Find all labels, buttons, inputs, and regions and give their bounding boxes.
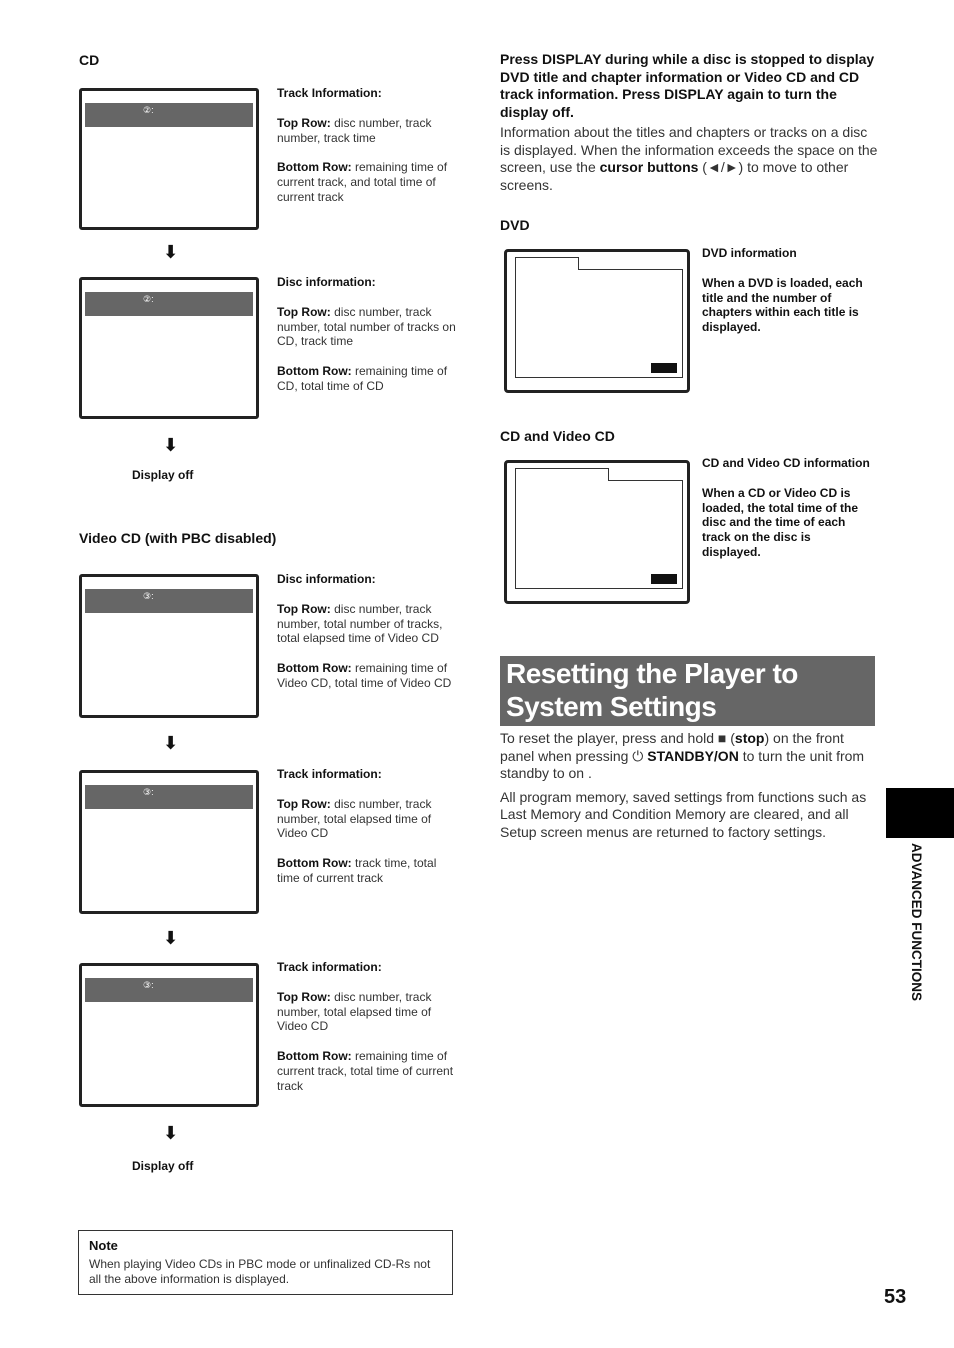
page-number: 53 [884, 1286, 907, 1308]
top-row-label: Top Row: [277, 304, 331, 319]
cd-screen-1-description [277, 86, 457, 220]
note-box [78, 1230, 453, 1295]
top-row-text: disc number, track number, total elapsed time of Video CD [277, 989, 432, 1034]
cdvcd-description [702, 456, 872, 575]
description-title: Track information: [277, 767, 382, 781]
intro-section [500, 51, 878, 200]
bottom-row-text: remaining time of Video CD, total time of Video CD [277, 661, 452, 690]
screen-info-bar: ②: [85, 292, 253, 316]
top-row-text: disc number, track number, total elapsed time of Video CD [277, 796, 432, 841]
dvd-screen [504, 249, 690, 393]
dvd-description [702, 246, 872, 350]
reset-p2: All program memory, saved settings from functions such as Last Memory and Condition Memory are cleared, and all Setup screen menus are returned to factory settings. [500, 788, 867, 840]
bottom-row-label: Bottom Row: [277, 160, 352, 175]
bottom-row-text: remaining time of current track, total time of current track [277, 1049, 454, 1093]
bottom-row-label: Bottom Row: [277, 1049, 352, 1064]
cd-screen-2 [79, 277, 259, 419]
vcd-screen-3 [79, 963, 259, 1107]
bottom-row-label: Bottom Row: [277, 856, 352, 871]
side-tab [906, 843, 926, 1013]
screen-info-bar: ③: [85, 589, 253, 613]
reset-p1-a: To reset the player, press and hold ■ ( [500, 730, 735, 746]
dvd-heading: DVD [500, 217, 530, 233]
side-tab-block [886, 788, 954, 838]
vcd-heading: Video CD (with PBC disabled) [79, 530, 277, 546]
top-row-label: Top Row: [277, 989, 331, 1004]
cdvcd-screen [504, 460, 690, 604]
vcd-screen-3-description [277, 960, 457, 1109]
description-title: Disc information: [277, 275, 376, 289]
description-title: Disc information: [277, 572, 376, 586]
cdvcd-heading: CD and Video CD [500, 428, 615, 444]
down-arrow-icon: ⬇ [163, 1123, 179, 1143]
cdvcd-desc-title: CD and Video CD information [702, 456, 870, 470]
top-row-label: Top Row: [277, 796, 331, 811]
vcd-screen-2 [79, 770, 259, 914]
cd-heading: CD [79, 52, 100, 68]
note-text: When playing Video CDs in PBC mode or unfinalized CD-Rs not all the above information is displayed. [89, 1257, 431, 1286]
side-tab-label: ADVANCED FUNCTIONS [909, 843, 924, 1001]
down-arrow-icon: ⬇ [163, 435, 179, 455]
description-title: Track Information: [277, 86, 382, 100]
top-row-label: Top Row: [277, 601, 331, 616]
cd-screen-2-description [277, 275, 457, 409]
vcd-screen-2-description [277, 767, 457, 901]
dvd-desc-text: When a DVD is loaded, each title and the number of chapters within each title is displayed. [702, 275, 863, 335]
vcd-screen-1 [79, 574, 259, 718]
bottom-row-text: remaining time of current track, and total time of current track [277, 160, 448, 204]
reset-standby: STANDBY/ON [647, 747, 739, 764]
reset-p1-c: to turn the unit from standby to on . [500, 747, 865, 781]
note-title: Note [89, 1238, 118, 1253]
display-off-label: Display off [132, 468, 194, 482]
reset-section [500, 730, 878, 847]
down-arrow-icon: ⬇ [163, 733, 179, 753]
vcd-screen-1-description [277, 572, 457, 706]
screen-info-bar: ③: [85, 785, 253, 809]
intro-cursor-buttons: cursor buttons [599, 159, 699, 175]
reset-p1-b: ) on the front panel when pressing ⏻ [500, 730, 844, 764]
description-title: Track information: [277, 960, 382, 974]
intro-text-b: (◄/►) to move to other screens. [500, 159, 849, 193]
screen-info-bar: ③: [85, 978, 253, 1002]
down-arrow-icon: ⬇ [163, 242, 179, 262]
bottom-row-text: remaining time of CD, total time of CD [277, 364, 448, 393]
cdvcd-desc-text: When a CD or Video CD is loaded, the total time of the disc and the time of each track on the disc is displayed. [702, 485, 859, 559]
cd-screen-1 [79, 88, 259, 230]
bottom-row-label: Bottom Row: [277, 364, 352, 379]
bottom-row-text: track time, total time of current track [277, 856, 437, 885]
screen-info-bar: ②: [85, 103, 253, 127]
down-arrow-icon: ⬇ [163, 928, 179, 948]
top-row-label: Top Row: [277, 115, 331, 130]
reset-title: Resetting the Player to System Settings [500, 656, 875, 726]
top-row-text: disc number, track number, total number of tracks, total elapsed time of Video CD [277, 601, 443, 646]
dvd-desc-title: DVD information [702, 246, 797, 260]
display-off-label: Display off [132, 1159, 194, 1173]
bottom-row-label: Bottom Row: [277, 661, 352, 676]
reset-stop: stop [734, 730, 765, 746]
intro-bold: Press DISPLAY during while a disc is stopped to display DVD title and chapter information or Video CD and CD track information. Press DISPLAY again to turn the display off. [500, 51, 875, 120]
intro-text-a: Information about the titles and chapters or tracks on a disc is displayed. When the information exceeds the space on the screen, use the [500, 124, 878, 175]
top-row-text: disc number, track number, total number of tracks on CD, track time [277, 304, 456, 349]
top-row-text: disc number, track number, track time [277, 115, 432, 145]
